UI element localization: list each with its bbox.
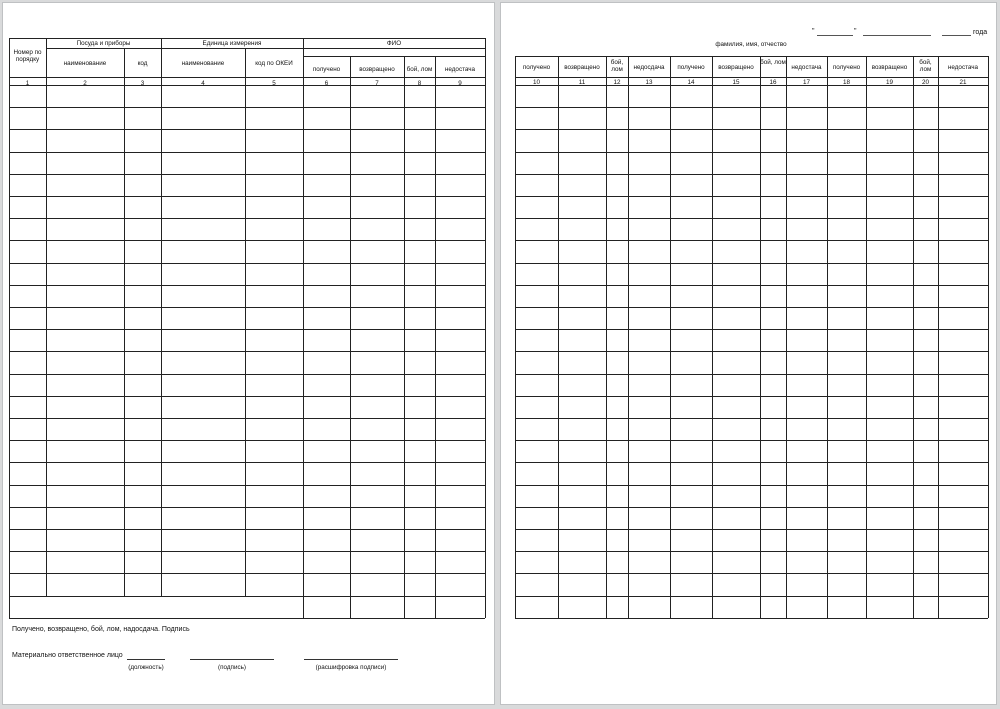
col-number: 17 (802, 79, 810, 86)
table-rule (515, 462, 988, 463)
table-rule (913, 56, 914, 618)
table-rule (515, 418, 988, 419)
left-page (2, 2, 495, 705)
group-header-fio: ФИО (386, 40, 402, 47)
col-header: возвращено (564, 64, 600, 71)
signature-sign-line (190, 659, 274, 660)
col-header: получено (522, 64, 551, 71)
date-day-line (817, 35, 853, 36)
table-rule (9, 218, 485, 219)
col-number: 6 (324, 80, 329, 87)
col-number: 8 (417, 80, 422, 87)
table-rule (515, 107, 988, 108)
table-rule (515, 285, 988, 286)
table-rule (760, 56, 761, 618)
table-rule (515, 529, 988, 530)
table-rule (988, 56, 989, 618)
table-rule (515, 240, 988, 241)
footer-row-label: Получено, возвращено, бой, лом, надосдача. Подпись (12, 626, 190, 633)
table-rule (9, 507, 485, 508)
signature-decode-line (304, 659, 398, 660)
table-rule (9, 285, 485, 286)
col-number: 19 (885, 79, 893, 86)
table-rule (9, 329, 485, 330)
col-number: 11 (578, 79, 586, 86)
col-number: 20 (921, 79, 929, 86)
col-header: возвращено (871, 64, 908, 71)
table-rule (404, 56, 405, 618)
group-header-unit: Единица измерения (202, 40, 262, 47)
table-rule (9, 462, 485, 463)
col-number: 13 (645, 79, 653, 86)
table-rule (866, 56, 867, 618)
table-rule (9, 485, 485, 486)
col-header: бой, лом (919, 59, 932, 73)
table-rule (9, 152, 485, 153)
col-header: недостача (791, 64, 822, 71)
table-rule (9, 129, 485, 130)
table-rule (485, 38, 486, 618)
col-number: 15 (732, 79, 740, 86)
col-header-unit-name: наименование (181, 60, 225, 67)
table-rule (515, 263, 988, 264)
col-number: 3 (140, 80, 145, 87)
table-rule (515, 596, 988, 597)
table-rule (628, 56, 629, 618)
table-rule (9, 618, 485, 619)
table-rule (515, 174, 988, 175)
col-header: получено (832, 64, 861, 71)
table-rule (515, 77, 988, 78)
table-rule (515, 56, 988, 57)
table-rule (515, 440, 988, 441)
table-rule (515, 196, 988, 197)
table-rule (9, 107, 485, 108)
table-rule (9, 596, 485, 597)
col-header-shortage: недостача (444, 66, 476, 73)
table-rule (9, 196, 485, 197)
col-header: недосдача (633, 64, 665, 71)
table-rule (515, 129, 988, 130)
col-number: 4 (201, 80, 205, 87)
table-rule (606, 56, 607, 618)
table-rule (515, 56, 516, 618)
col-number: 10 (532, 79, 540, 86)
date-open-quote: " (812, 28, 815, 35)
signature-position-line (127, 659, 165, 660)
table-rule (515, 573, 988, 574)
table-rule (670, 56, 671, 618)
col-number: 12 (613, 79, 621, 86)
table-rule (350, 56, 351, 618)
table-rule (9, 351, 485, 352)
col-header: бой, лом (760, 59, 786, 66)
table-rule (9, 38, 485, 39)
col-number: 14 (687, 79, 695, 86)
col-header-row-no: Номер по порядку (13, 49, 42, 63)
table-rule (161, 38, 162, 596)
col-number: 9 (458, 80, 462, 87)
year-label: года (973, 29, 988, 36)
table-rule (9, 174, 485, 175)
col-header: недостача (947, 64, 979, 71)
table-rule (515, 507, 988, 508)
date-year-line (942, 35, 971, 36)
table-rule (515, 329, 988, 330)
table-rule (245, 48, 246, 596)
table-rule (515, 218, 988, 219)
table-rule (303, 56, 485, 57)
table-rule (515, 551, 988, 552)
table-rule (515, 485, 988, 486)
table-rule (9, 263, 485, 264)
right-page (500, 2, 997, 705)
signature-decode-caption: (расшифровка подписи) (315, 664, 387, 671)
table-rule (9, 573, 485, 574)
table-rule (9, 240, 485, 241)
table-rule (9, 551, 485, 552)
table-rule (435, 56, 436, 618)
col-header: получено (677, 64, 705, 71)
col-header-name: наименование (63, 60, 107, 67)
table-rule (9, 396, 485, 397)
table-rule (9, 38, 10, 618)
col-number: 16 (769, 79, 777, 86)
table-rule (515, 351, 988, 352)
table-rule (303, 38, 304, 618)
table-rule (515, 307, 988, 308)
table-rule (938, 56, 939, 618)
table-rule (827, 56, 828, 618)
col-header-broken: бой, лом (406, 66, 433, 73)
table-rule (9, 307, 485, 308)
signature-label: Материально ответственное лицо (12, 652, 123, 659)
col-header-okei: код по ОКЕИ (255, 60, 293, 67)
col-number: 18 (842, 79, 850, 86)
table-rule (712, 56, 713, 618)
table-rule (9, 77, 485, 78)
col-header: бой, лом (610, 59, 624, 73)
table-rule (9, 440, 485, 441)
table-rule (558, 56, 559, 618)
table-rule (46, 38, 47, 596)
col-number: 7 (375, 80, 379, 87)
fio-caption: фамилия, имя, отчество (715, 41, 787, 48)
signature-sign-caption: (подпись) (218, 664, 246, 671)
table-rule (515, 618, 988, 619)
table-rule (515, 396, 988, 397)
col-header-returned: возвращено (359, 66, 395, 73)
col-number: 1 (25, 80, 30, 87)
table-rule (786, 56, 787, 618)
signature-position-caption: (должность) (128, 664, 164, 671)
col-header-received: получено (312, 66, 341, 73)
col-number: 2 (83, 80, 87, 87)
col-number: 5 (272, 80, 276, 87)
table-rule (515, 152, 988, 153)
table-rule (46, 48, 485, 49)
table-rule (515, 374, 988, 375)
table-rule (9, 418, 485, 419)
col-header: возвращено (718, 64, 754, 71)
date-close-quote: " (854, 28, 857, 35)
table-rule (9, 374, 485, 375)
col-number: 21 (959, 79, 967, 86)
col-header-code: код (137, 60, 148, 67)
group-header-dishes: Посуда и приборы (76, 40, 131, 47)
table-rule (124, 48, 125, 596)
table-rule (9, 529, 485, 530)
date-month-line (863, 35, 931, 36)
